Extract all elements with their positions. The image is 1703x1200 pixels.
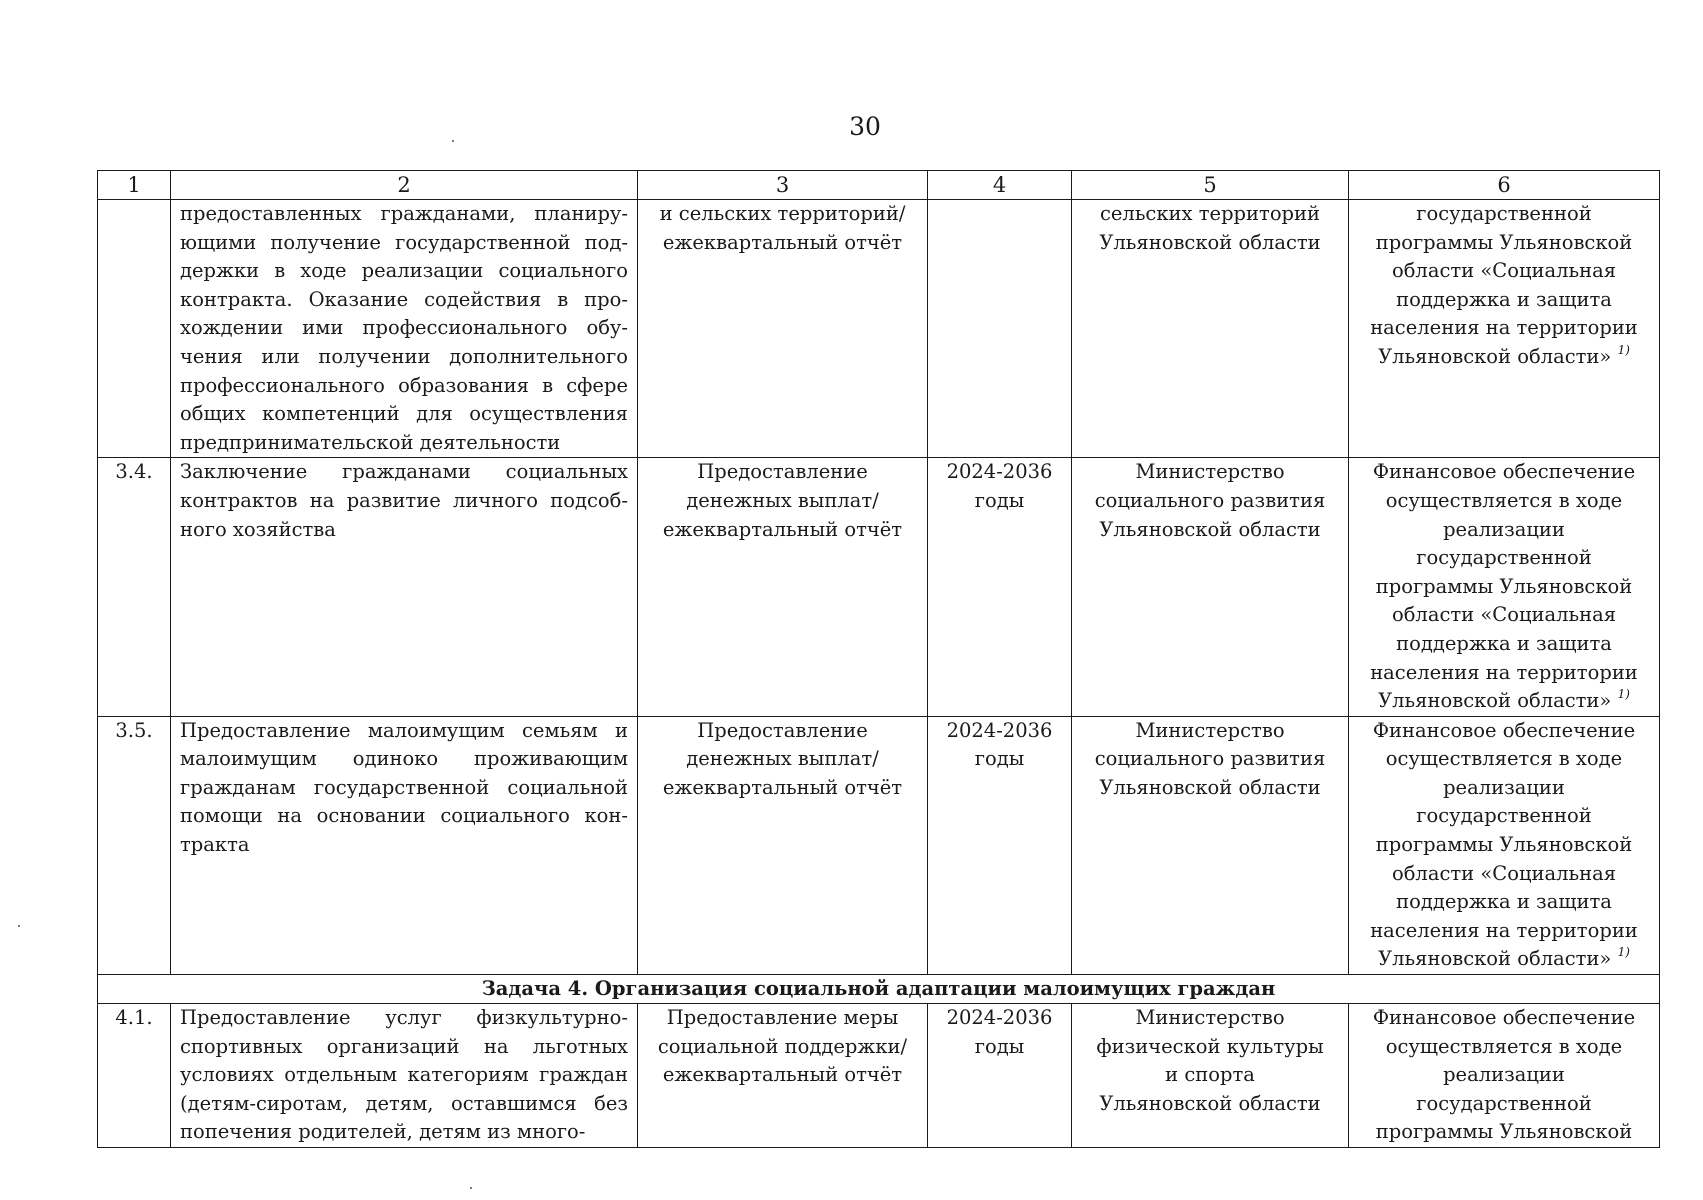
footnote-mark: 1) xyxy=(1617,687,1630,702)
measure-description: предоставленных гражданами, планиру-ющими получение государственной под-держки в ходе реализации социального контракта. Оказание содействия в про-хождении ими профессионального обу-чения или получении дополнительного профессионального образования в сфере общих компетенций для осуществления предпринимательской деятельности xyxy=(171,200,638,458)
measure-finance: государственной программы Ульяновской области «Социальная поддержка и защита населения на территории Ульяновской области» xyxy=(1370,202,1638,368)
column-number: 4 xyxy=(928,171,1072,200)
measure-finance: Финансовое обеспечение осуществляется в ходе реализации государственной программы Ульяновской области «Социальная поддержка и защита населения на территории Ульяновской области» xyxy=(1370,460,1638,713)
table-row xyxy=(98,1004,1660,1148)
column-number: 6 xyxy=(1349,171,1660,200)
column-numbers-row xyxy=(98,171,1660,200)
measure-period: 2024-2036 годы xyxy=(928,458,1072,716)
measure-finance-cell xyxy=(1349,200,1660,458)
column-number: 1 xyxy=(98,171,171,200)
measure-finance: Финансовое обеспечение осуществляется в ходе реализации государственной программы Ульяновской xyxy=(1349,1004,1660,1148)
page-number: 30 xyxy=(849,112,881,141)
column-number: 5 xyxy=(1072,171,1349,200)
column-number: 2 xyxy=(171,171,638,200)
footnote-mark: 1) xyxy=(1617,945,1630,960)
measure-executor: сельских территорий Ульяновской области xyxy=(1072,200,1349,458)
measure-result: Предоставление денежных выплат/ ежеквартальный отчёт xyxy=(638,458,928,716)
measure-executor: Министерство социального развития Ульяновской области xyxy=(1072,458,1349,716)
footnote-mark: 1) xyxy=(1617,342,1630,357)
measure-description: Заключение гражданами социальных контрактов на развитие личного подсоб-ного хозяйства xyxy=(171,458,638,716)
measure-executor: Министерство социального развития Ульяновской области xyxy=(1072,716,1349,974)
measure-finance-cell xyxy=(1349,716,1660,974)
measure-description: Предоставление малоимущим семьям и малоимущим одиноко проживающим гражданам государственной социальной помощи на основании социального кон-тракта xyxy=(171,716,638,974)
measure-result: и сельских территорий/ ежеквартальный отчёт xyxy=(638,200,928,458)
scan-speck xyxy=(452,140,454,142)
task-heading: Задача 4. Организация социальной адаптации малоимущих граждан xyxy=(98,975,1660,1004)
scan-speck xyxy=(470,1187,472,1189)
measure-period xyxy=(928,200,1072,458)
table-row xyxy=(98,200,1660,458)
row-number xyxy=(98,200,171,458)
table-row xyxy=(98,458,1660,716)
row-number: 3.5. xyxy=(98,716,171,974)
measure-executor: Министерство физической культуры и спорта Ульяновской области xyxy=(1072,1004,1349,1148)
row-number: 4.1. xyxy=(98,1004,171,1148)
measure-period: 2024-2036 годы xyxy=(928,1004,1072,1148)
task-heading-row xyxy=(98,975,1660,1004)
row-number: 3.4. xyxy=(98,458,171,716)
measure-finance-cell xyxy=(1349,458,1660,716)
table-row xyxy=(98,716,1660,974)
measure-period: 2024-2036 годы xyxy=(928,716,1072,974)
measure-description: Предоставление услуг физкультурно-спортивных организаций на льготных условиях отдельным категориям граждан (детям-сиротам, детям, оставшимся без попечения родителей, детям из много- xyxy=(171,1004,638,1148)
scan-speck xyxy=(18,925,20,927)
measure-result: Предоставление денежных выплат/ ежеквартальный отчёт xyxy=(638,716,928,974)
column-number: 3 xyxy=(638,171,928,200)
measures-table xyxy=(97,170,1660,1148)
measure-finance: Финансовое обеспечение осуществляется в ходе реализации государственной программы Ульяновской области «Социальная поддержка и защита населения на территории Ульяновской области» xyxy=(1370,718,1638,971)
measure-result: Предоставление меры социальной поддержки/ ежеквартальный отчёт xyxy=(638,1004,928,1148)
